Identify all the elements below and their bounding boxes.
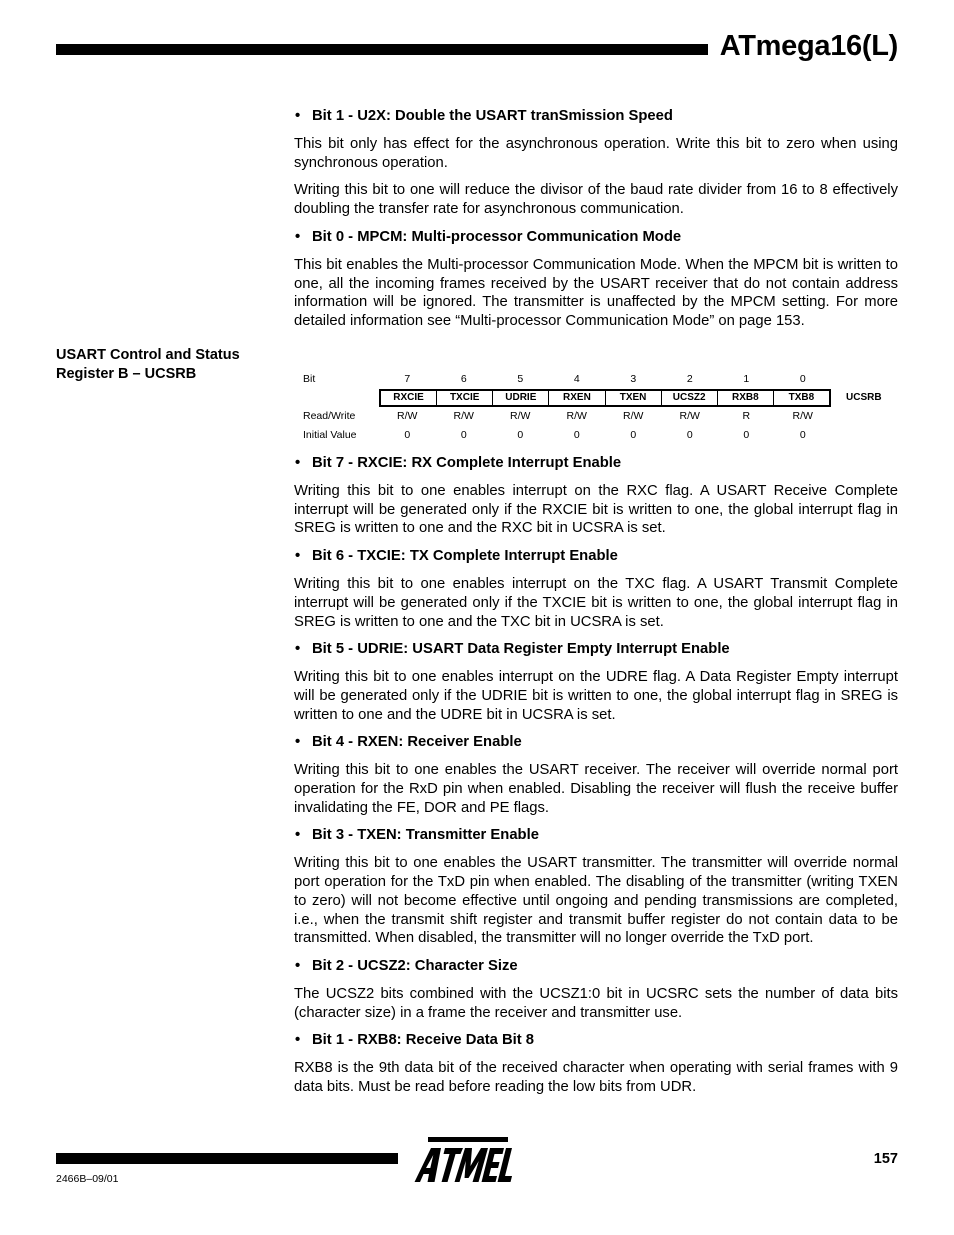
bit-number: 5 [517, 373, 524, 385]
paragraph: RXB8 is the 9th data bit of the received character when operating with serial frames with 9 data bits. Must be read before reading the low bits from UDR. [294, 1060, 898, 1096]
bit-access: R/W [623, 410, 644, 422]
bit-access: R/W [679, 410, 700, 422]
bit-access: R/W [510, 410, 531, 422]
section-bit-descriptions-ucsrb [294, 454, 898, 1106]
bit-number: 3 [630, 373, 637, 385]
bullet-heading: • Bit 4 - RXEN: Receiver Enable [295, 734, 522, 751]
section-bit-descriptions-ucsra [294, 107, 898, 340]
paragraph: Writing this bit to one enables interrupt on the RXC flag. A USART Receive Complete interrupt will be generated only if the RXCIE bit is written to one, the global interrupt flag in SREG is written to one and the RXC bit in UCSRA is set. [294, 483, 898, 537]
footer-rule [56, 1153, 398, 1164]
bit-number: 0 [799, 373, 806, 385]
bullet-heading: • Bit 5 - UDRIE: USART Data Register Empty Interrupt Enable [295, 641, 730, 658]
register-bit-name: TXB8 [788, 392, 815, 403]
row-label-bit: Bit [303, 373, 316, 385]
bit-initial-value: 0 [517, 429, 524, 441]
register-bit-name: RXCIE [381, 391, 437, 405]
bit-initial-value: 0 [460, 429, 467, 441]
bit-initial-value: 0 [404, 429, 411, 441]
paragraph: Writing this bit to one enables the USART receiver. The receiver will override normal port operation for the RxD pin when enabled. Disabling the receiver will flush the receive buffer invalidating the FE, DOR and PE flags. [294, 762, 898, 816]
bit-number: 7 [404, 373, 411, 385]
bit-access: R/W [566, 410, 587, 422]
side-heading-line-1: USART Control and Status [56, 347, 240, 363]
bullet-heading: • Bit 6 - TXCIE: TX Complete Interrupt Enable [295, 548, 618, 565]
side-heading-line-2: Register B – UCSRB [56, 366, 197, 382]
paragraph: Writing this bit to one enables interrupt on the TXC flag. A USART Transmit Complete interrupt will be generated only if the TXCIE bit is written to one, the global interrupt flag in SREG is written to one and the TXC bit in UCSRA is set. [294, 576, 898, 630]
register-bit-name: UCSZ2 [662, 391, 718, 405]
bullet-heading: • Bit 7 - RXCIE: RX Complete Interrupt Enable [295, 455, 622, 471]
row-label-initial-value: Initial Value [303, 429, 357, 441]
register-bit-box [379, 389, 831, 407]
bit-initial-value: 0 [573, 429, 580, 441]
register-bit-name: TXEN [606, 391, 662, 405]
bit-number: 4 [573, 373, 580, 385]
paragraph: Writing this bit to one will reduce the divisor of the baud rate divider from 16 to 8 effectively doubling the transfer rate for asynchronous communication. [294, 182, 898, 218]
paragraph: This bit enables the Multi-processor Communication Mode. When the MPCM bit is written to one, all the incoming frames received by the USART receiver that do not contain address information will be ignored. The transmitter is unaffected by the MPCM setting. For more detailed information see “Multi-processor Communication Mode” on page 153. [294, 256, 898, 329]
header-rule [56, 44, 708, 55]
bullet-heading: • Bit 1 - U2X: Double the USART tranSmission Speed [295, 108, 673, 124]
bit-initial-value: 0 [743, 429, 750, 441]
bit-access: R/W [397, 410, 418, 422]
bullet-heading: • Bit 0 - MPCM: Multi-processor Communication Mode [295, 228, 682, 245]
bit-number: 6 [460, 373, 467, 385]
bit-initial-value: 0 [686, 429, 693, 441]
register-name: UCSRB [846, 392, 882, 403]
bit-number: 1 [743, 373, 750, 385]
register-bit-name: RXEN [549, 391, 605, 405]
atmel-logo [408, 1136, 512, 1186]
bit-access: R/W [453, 410, 474, 422]
register-bit-name: TXCIE [437, 391, 493, 405]
bit-number: 2 [686, 373, 693, 385]
bit-initial-value: 0 [630, 429, 637, 441]
bullet-heading: • Bit 3 - TXEN: Transmitter Enable [295, 827, 539, 844]
row-label-read-write: Read/Write [303, 410, 356, 422]
side-heading [56, 346, 276, 384]
bullet-heading: • Bit 1 - RXB8: Receive Data Bit 8 [295, 1032, 535, 1049]
bit-access: R/W [792, 410, 813, 422]
page-title: ATmega16(L) [719, 30, 898, 62]
bit-access: R [742, 410, 751, 422]
paragraph: Writing this bit to one enables interrupt on the UDRE flag. A Data Register Empty interrupt will be generated only if the UDRIE bit is written to one, the global interrupt flag in SREG is written to one and the UDRE bit in UCSRA is set. [294, 669, 898, 723]
paragraph: Writing this bit to one enables the USART transmitter. The transmitter will override normal port operation for the TxD pin when enabled. The disabling of the transmitter (writing TXEN to zero) will not become effective until ongoing and pending transmissions are completed, i.e., when the transmit shift register and transmit buffer register do not contain data to be transmitted. When disabled, the transmitter will no longer override the TxD port. [294, 855, 898, 947]
bit-initial-value: 0 [799, 429, 806, 441]
register-bit-name: RXB8 [718, 391, 774, 405]
register-diagram-ucsrb [294, 370, 904, 444]
bullet-heading: • Bit 2 - UCSZ2: Character Size [295, 957, 518, 974]
document-code: 2466B–09/01 [56, 1173, 119, 1185]
paragraph: The UCSZ2 bits combined with the UCSZ1:0 bit in UCSRC sets the number of data bits (character size) in a frame the receiver and transmitter use. [294, 985, 898, 1021]
page-number: 157 [873, 1151, 898, 1167]
register-bit-name: UDRIE [493, 391, 549, 405]
paragraph: This bit only has effect for the asynchronous operation. Write this bit to zero when using synchronous operation. [294, 136, 898, 171]
